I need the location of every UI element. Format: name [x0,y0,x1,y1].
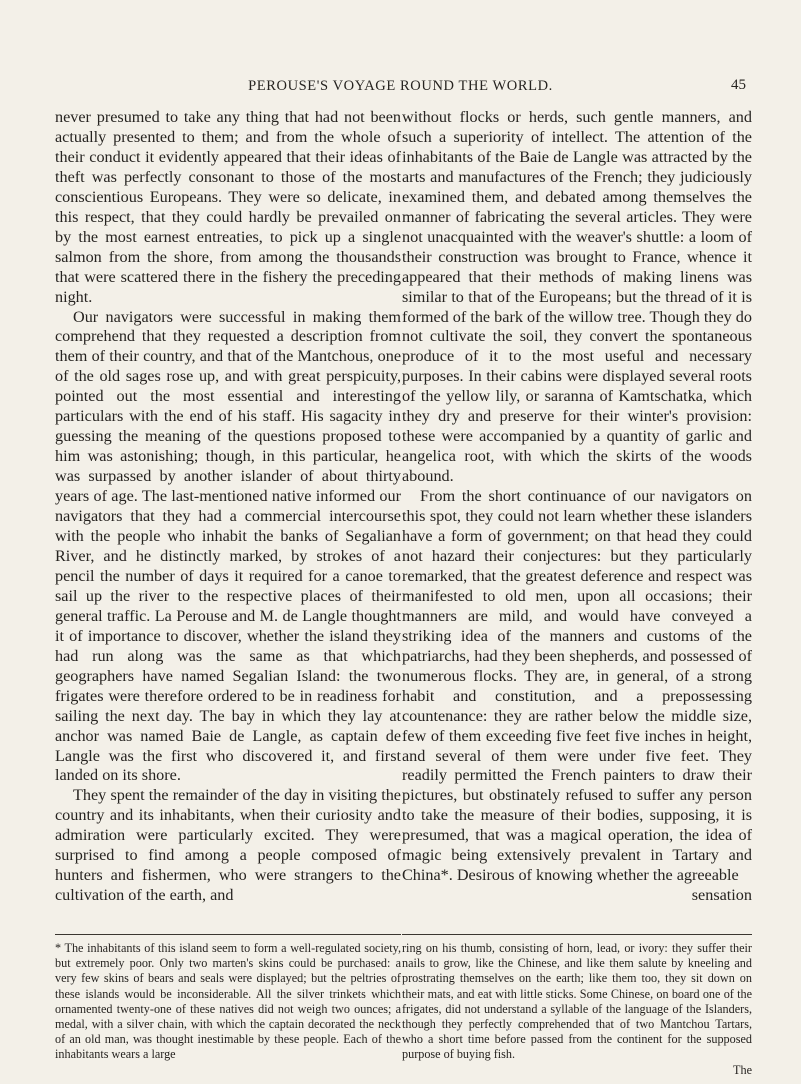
footnote-text: ring on his thumb, consisting of horn, lead, or ivory: they suffer their nails to grow, like the Chinese, and like them salute by kneeling and prostrating themselves on the earth; like them too, they sit down on their mats, and eat with little sticks. Some Chinese, on board one of the frigates, did not understand a syllable of the language of the Islanders, though they perfectly comprehended that of two Mantchou Tartars, who a short time before passed from the continent for the supposed purpose of buying fish. [402,941,752,1062]
left-column [55,108,401,906]
paragraph: Our navigators were successful in making them comprehend that they requested a description from them of their country, and that of the Mantchous, one of the old sages rose up, and with great perspicuity, pointed out the most essential and interesting particulars with the end of his staff. His sagacity in guessing the meaning of the questions proposed to him was astonishing; though, in this particular, he was surpassed by another islander of about thirty years of age. The last-mentioned native informed our navigators that they had a commercial intercourse with the people who inhabit the banks of Segalian River, and he distinctly marked, by strokes of a pencil the number of days it required for a canoe to sail up the river to the respective places of their general traffic. La Perouse and M. de Langle thought it of importance to discover, whether the island they had run along was the same as that which geographers have named Segalian Island: the two frigates were therefore ordered to be in readiness for sailing the next day. The bay in which they lay at anchor was named Baie de Langle, as captain de Langle was the first who discovered it, and first landed on its shore. [55,307,401,785]
catchword: sensation [691,886,752,905]
footnote-rule [55,934,401,935]
paragraph: without flocks or herds, such gentle manners, and such a superiority of intellect. The attention of the inhabitants of the Baie de Langle was attracted by the arts and manufactures of the French; they judiciously examined them, and debated among themselves the manner of fabricating the several articles. They were not unacquainted with the weaver's shuttle: a loom of their construction was brought to France, whence it appeared that their methods of making linens was similar to that of the Europeans; but the thread of it is formed of the bark of the willow tree. Though they do not cultivate the soil, they convert the spontaneous produce of it to the most useful and necessary purposes. In their cabins were displayed several roots of the yellow lily, or saranna of Kamtschatka, which they dry and preserve for their winter's provision: these were accompanied by a quantity of garlic and angelica root, with which the skirts of the woods abound. [402,108,752,486]
paragraph: They spent the remainder of the day in visiting the country and its inhabitants, when their curiosity and admiration were particularly excited. They were surprised to find among a people composed of hunters and fishermen, who were strangers to the cultivation of the earth, and [55,786,401,905]
running-title: PEROUSE'S VOYAGE ROUND THE WORLD. [248,78,553,94]
right-column [402,108,752,906]
paragraph: never presumed to take any thing that had not been actually presented to them; and from the whole of their conduct it evidently appeared that their ideas of theft was perfectly consonant to those of the most conscientious Europeans. They were so delicate, in this respect, that they could hardly be prevailed on by the most earnest entreaties, to pick up a single salmon from the shore, from among the thousands that were scattered there in the fishery the preceding night. [55,108,401,306]
footnote-catchword: The [733,1062,752,1077]
footnote-rule [402,934,752,935]
page-number: 45 [731,77,746,93]
paragraph: From the short continuance of our navigators on this spot, they could not learn whether these islanders have a form of government; on that head they could not hazard their conjectures: but they particularly remarked, that the greatest deference and respect was manifested to old men, upon all occasions; their manners are mild, and would have conveyed a striking idea of the manners and customs of the patriarchs, had they been shepherds, and possessed of numerous flocks. They are, in general, of a strong habit and constitution, and a prepossessing countenance: they are rather below the middle size, few of them exceeding five feet five inches in height, and several of them were under five feet. They readily permitted the French painters to draw their pictures, but obstinately refused to suffer any person to take the measure of their bodies, supposing, it is presumed, that was a magical operation, the idea of magic being extensively prevalent in Tartary and China*. Desirous of knowing whether the agreeable [402,487,752,885]
page-header [0,74,801,98]
footnote: * The inhabitants of this island seem to form a well-regulated society, but extremely poor. Only two marten's skins could be purchased: a very few skins of bears and seals were displayed; but the peltries of these islands would be inconsiderable. All the silver trinkets which ornamented twenty-one of these natives did not weigh two ounces; a medal, with a silver chain, with which the captain decorated the neck of an old man, was thought inestimable by these people. Each of the inhabitants wears a large [55,941,401,1062]
footnote-continued [402,941,752,1078]
